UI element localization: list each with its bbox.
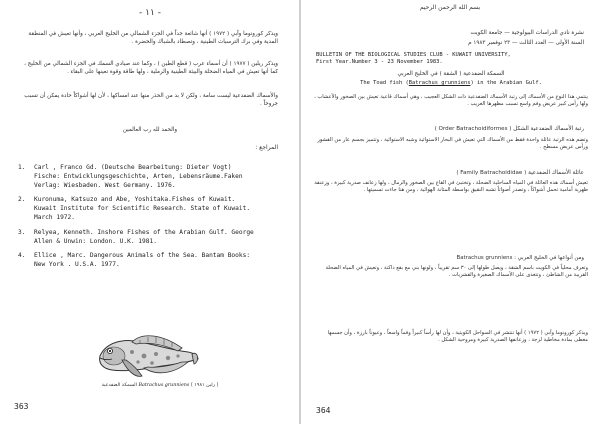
article-title-english: The Toad fish (Batrachus grunniens) in the Arabian Gulf. — [360, 80, 542, 86]
species-heading: ومن أنواعها في الخليج العربي : Batrachus grunniens — [456, 255, 584, 261]
paragraph: تعيش أسماك هذه العائلة في المياه الساحلية الضحلة ، وتختبئ في القاع بين الصخور والرمال ، ولها زعانف صدرية كبيرة ، وزعنفة ظهرية أمامية تحمل أشواكاً ، وتصدر أصواتاً تشبه النقيق بواسطة المثانة الهوائية ، ومن هنا جاءت تسميتها . — [314, 180, 588, 194]
page-number-left: 363 — [14, 402, 29, 411]
reference-item: 1. Carl , Franco Gd. (Deutsche Bearbeitung: Dieter Vogt) Fische: Entwicklungsgeschichte, Arten, Lebensräume.Faken Verlag: Wiesbaden. West Germany. 1976. — [18, 164, 243, 189]
toad-fish-illustration — [92, 318, 202, 388]
paragraph: والأسماك الضفدعية ليست سامة ، ولكن لا بد من الحذر منها عند امساكها ، لأن لها أشواكاً حادة يمكن أن تسبب جروحاً . — [24, 93, 278, 108]
reference-item: 4. Ellice , Marc. Dangerous Animals of the Sea. Bantam Books: New York . U.S.A. 1977. — [18, 252, 251, 269]
page-number-right: 364 — [316, 406, 331, 415]
caption-scientific-name: Batrachus grunniens — [138, 383, 190, 388]
article-title-arabic: السمكة الضفدعية ( الشقة ) في الخليج العربي — [397, 71, 505, 77]
title-scientific-name: Batrachus grunniens — [408, 80, 471, 86]
page-header-number: - ١١ - — [139, 8, 161, 18]
paragraph: ويذكر ريلين ( ١٩٧٧ ) أن أسماء عرب ( قطع الطين ) ، وكما عند صيادي السمك في الجزء الشمالي من الخليج ، كما أنها تعيش في المياه الضحلة والبيئة الطينية والرملية ، ولها طاقة وقوة تعينها على البقاء . — [24, 61, 278, 76]
bismillah-heading: بسم الله الرحمن الرحيم — [419, 4, 481, 11]
bulletin-header-arabic: نشرة نادي الدراسات البيولوجية — جامعة الكويت — [470, 30, 584, 36]
reference-item: 2. Kuronuma, Katsuzo and Abe, Yoshitaka.Fishes of Kuwait. Kuwait Institute for Scientific Research. State of Kuwait. March 1972. — [18, 196, 251, 221]
paragraph: ويذكر كورونوما وآبي ( ١٩٧٢ ) أنها تنتشر في السواحل الكويتية ، وأن لها رأساً كبيراً وفماً واسعاً ، وعيوناً بارزة ، وأن جسمها مغطى بمادة مخاطية لزجة ، وزعانفها الصدرية كبيرة ومروحية الشكل . — [327, 330, 588, 344]
paragraph: وتضم هذه الرتبة عائلة واحدة فقط من الأسماك التي تعيش في البحار الاستوائية وشبه الاستوائية ، وتتميز بجسم عار من القشور ورأس عريض مسطح . — [317, 137, 588, 151]
family-heading: عائلة الأسماك الضفدعية ( Family Batrachoididae ) — [456, 170, 584, 176]
paragraph: ويذكر كورونوما وآبي ( ١٩٧٢ ) أنها شائعة جداً في الجزء الشمالي من الخليج العربي ، وأنها تعيش في المنطقة المدية وفي برك الترسبات الطينية ، وتصطاد بالشباك والحضرة . — [28, 31, 278, 46]
caption-arabic: السمكة الضفدعية — [101, 383, 137, 388]
bulletin-header-english: BULLETIN OF THE BIOLOGICAL STUDIES CLUB - KUWAIT UNIVERSITY, First Year.Number 3 - 23 November 1983. — [316, 52, 511, 65]
paragraph: وتعرف محلياً في الكويت باسم الشقة ، ويصل طولها إلى ٣٠ سم تقريباً ، ولونها بني مع بقع داكنة ، وتعيش في المياه الضحلة القريبة من الشاطئ ، وتتغذى على الأسماك الصغيرة والقشريات . — [325, 265, 588, 279]
bulletin-issue-arabic: السنة الأولى — العدد الثالث — ٢٣ نوفمبر ١٩٨٣ م — [468, 40, 584, 46]
references-list — [18, 164, 288, 276]
order-heading: رتبة الأسماك الضفدعية الشكل ( Order Batrachoidiformes ) — [434, 126, 584, 132]
references-heading: المراجع : — [255, 144, 278, 151]
figure-caption — [90, 383, 230, 388]
paragraph: ينتمي هذا النوع من الأسماك إلى رتبة الأسماك الضفدعية ذات الشكل العجيب ، وهي أسماك قاعية تعيش بين الصخور والأعشاب ، ولها رأس كبير عريض وفم واسع تسبب مظهرها الغريب . — [314, 94, 588, 108]
right-page — [300, 0, 600, 424]
reference-item: 3. Relyea, Kenneth. Inshore Fishes of the Arabian Gulf. George Allen & Unwin: London. U.K. 1981. — [18, 228, 254, 245]
closing-line: والحمد لله رب العالمين — [122, 127, 178, 133]
caption-citation: ( رلين ١٩٨١ ) — [190, 383, 219, 388]
